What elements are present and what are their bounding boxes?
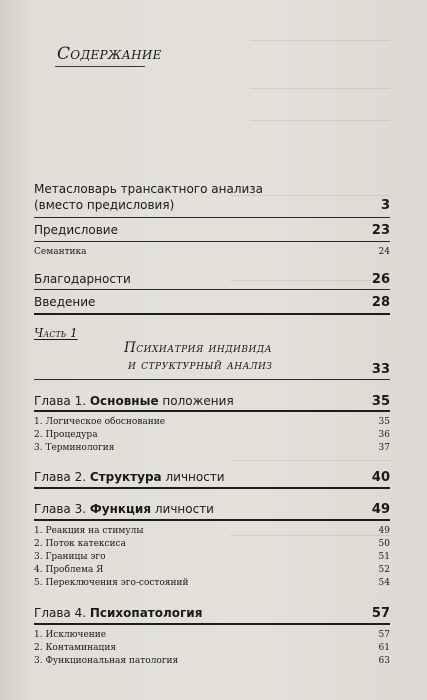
- divider: [34, 217, 390, 218]
- chapter-title: Глава 3. Функция личности: [34, 502, 214, 516]
- divider: [34, 487, 390, 489]
- toc-section[interactable]: [34, 552, 390, 565]
- divider: [34, 379, 390, 380]
- toc-section[interactable]: [34, 578, 390, 591]
- entry-title-line2: (вместо предисловия): [34, 198, 175, 212]
- section-title: 3. Терминология: [34, 443, 115, 453]
- part-page: 33: [371, 362, 390, 377]
- section-title: 2. Процедура: [34, 430, 98, 440]
- toc-section[interactable]: [34, 656, 390, 669]
- toc-chapter-4[interactable]: [34, 606, 390, 624]
- chapter-page: 35: [371, 394, 390, 409]
- section-title: 3. Границы эго: [34, 552, 106, 562]
- section-page: 36: [378, 430, 390, 440]
- section-title: 1. Реакция на стимулы: [34, 526, 144, 536]
- section-page: 37: [378, 443, 390, 453]
- divider: [34, 241, 390, 242]
- entry-page: 23: [371, 223, 390, 238]
- entry-page: 28: [371, 295, 390, 310]
- divider: [34, 289, 390, 290]
- page-title: Содержание: [57, 44, 162, 64]
- section-page: 54: [378, 578, 390, 588]
- toc-chapter-2[interactable]: [34, 470, 390, 488]
- toc-entry-vvedenie[interactable]: [34, 295, 390, 313]
- subentry-page: 24: [378, 247, 390, 257]
- toc-chapter-3[interactable]: [34, 502, 390, 520]
- chapter-page: 49: [371, 502, 390, 517]
- toc-section[interactable]: [34, 643, 390, 656]
- toc-section[interactable]: [34, 630, 390, 643]
- divider: [34, 410, 390, 412]
- section-page: 51: [378, 552, 390, 562]
- subentry-title: Семантика: [34, 247, 87, 257]
- toc-entry-predislovie[interactable]: [34, 223, 390, 241]
- toc-section[interactable]: [34, 443, 390, 456]
- title-underline: [55, 66, 145, 67]
- toc-entry-metaslovar[interactable]: [34, 182, 390, 216]
- chapter-title: Глава 2. Структура личности: [34, 470, 225, 484]
- toc-subentry-semantika[interactable]: [34, 247, 390, 261]
- toc-section[interactable]: [34, 417, 390, 430]
- divider: [34, 623, 390, 625]
- section-title: 3. Функциональная патология: [34, 656, 179, 666]
- divider: [34, 313, 390, 315]
- section-page: 49: [378, 526, 390, 536]
- section-page: 50: [378, 539, 390, 549]
- toc-section[interactable]: [34, 539, 390, 552]
- entry-page: 26: [371, 272, 390, 287]
- chapter-title: Глава 4. Психопатология: [34, 606, 203, 620]
- entry-title-line1: Метасловарь трансактного анализа: [34, 182, 264, 196]
- entry-title: Введение: [34, 295, 96, 309]
- toc-section[interactable]: [34, 526, 390, 539]
- section-page: 63: [378, 656, 390, 666]
- section-title: 2. Поток катексиса: [34, 539, 126, 549]
- section-title: 4. Проблема Я: [34, 565, 104, 575]
- section-page: 52: [378, 565, 390, 575]
- section-page: 35: [378, 417, 390, 427]
- section-title: 2. Контаминация: [34, 643, 117, 653]
- divider: [34, 519, 390, 521]
- toc-entry-blagodarnosti[interactable]: [34, 272, 390, 290]
- section-page: 61: [378, 643, 390, 653]
- chapter-page: 57: [371, 606, 390, 621]
- toc-section[interactable]: [34, 430, 390, 443]
- section-title: 5. Переключения эго-состояний: [34, 578, 189, 588]
- section-title: 1. Логическое обоснование: [34, 417, 166, 427]
- toc-section[interactable]: [34, 565, 390, 578]
- chapter-page: 40: [371, 470, 390, 485]
- part-title-line1[interactable]: Психиатрия индивида: [124, 340, 273, 356]
- entry-title: Предисловие: [34, 223, 118, 237]
- section-page: 57: [378, 630, 390, 640]
- entry-title: Благодарности: [34, 272, 131, 286]
- part-label: Часть 1: [34, 326, 78, 340]
- section-title: 1. Исключение: [34, 630, 107, 640]
- chapter-title: Глава 1. Основные положения: [34, 394, 234, 408]
- entry-page: 3: [380, 198, 390, 213]
- part-title-line2[interactable]: и структурный анализ: [128, 357, 273, 373]
